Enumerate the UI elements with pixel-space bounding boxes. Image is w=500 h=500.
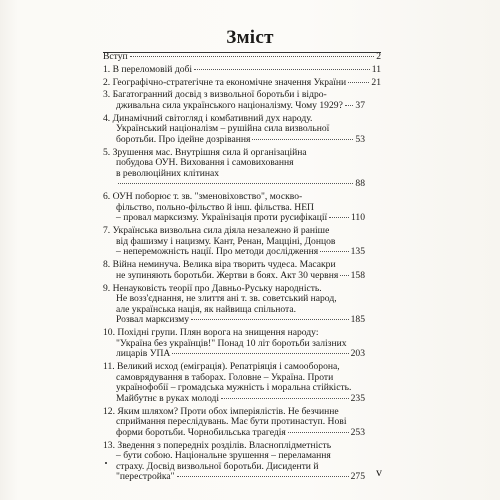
toc-entry[interactable]: [103, 114, 381, 146]
toc-entry-text: 13. Зведення з попередніх розділів. Власноплідметність: [103, 439, 332, 451]
toc-entry-text: побудова ОУН. Виховання і самовиховання: [116, 157, 294, 169]
toc-entry-text: Український націоналізм – рушійна сила визвольної: [116, 123, 330, 135]
toc-entry[interactable]: [103, 148, 381, 190]
toc-entry-text: від фашизму і нацизму. Кант, Ренан, Мацціні, Донцов: [116, 235, 336, 247]
toc-page-number: 185: [350, 314, 365, 326]
page-folio: v: [376, 465, 382, 479]
toc-entry-text: "Україна без українців!" Понад 10 літ боротьби залізних: [116, 337, 347, 349]
toc-entry-text: дживальна сила українського націоналізму. Чому 1929?: [116, 99, 343, 111]
toc-entry-text: але українська нація, як найвища спільнота.: [116, 303, 297, 315]
page-title: Зміст: [226, 27, 274, 48]
toc-entry-text: 6. ОУН поборює т. зв. "зменовіховство", москво-: [103, 191, 303, 203]
leader-dots: [172, 353, 348, 354]
toc-entry[interactable]: [103, 226, 381, 258]
toc-page-number: 11: [371, 63, 381, 75]
toc-entry[interactable]: [103, 90, 381, 111]
leader-dots: [252, 139, 353, 140]
toc-page-number: 253: [350, 426, 365, 438]
toc-entry-text: – непереможність нації. Про методи дослідження: [116, 246, 319, 258]
toc-entry-text: страху. Досвід визвольної боротьби. Дисиденти й: [116, 460, 319, 472]
toc-entry-text: 4. Динамічний світогляд і комбативний дух народу.: [103, 112, 313, 124]
toc-entry[interactable]: [103, 441, 381, 483]
toc-page-number: 110: [350, 212, 365, 224]
toc-entry-text: 9. Ненауковість теорії про Давньо-Руську народність.: [103, 282, 322, 294]
toc-page-number: 275: [350, 471, 365, 483]
toc-entry[interactable]: [103, 52, 381, 63]
toc-entry-text: 8. Війна неминуча. Велика віра творить чудеса. Масакри: [103, 259, 336, 271]
leader-dots: [288, 432, 349, 433]
toc-entry-text: самоврядування в таборах. Головне – Україна. Проти: [116, 371, 334, 383]
toc-page-number: 53: [355, 133, 365, 145]
toc-page-number: 203: [350, 348, 365, 360]
leader-dots: [177, 476, 349, 477]
toc-page-number: 158: [350, 269, 365, 281]
toc-entry-text: Майбутнє в руках молоді: [116, 392, 220, 404]
toc-entry[interactable]: [103, 65, 381, 76]
toc-entry-text: "перестройка": [116, 471, 175, 483]
toc-entry[interactable]: [103, 407, 381, 439]
toc-entry-text: фільство, польно-фільство й інш. фільства. НЕП: [116, 201, 314, 213]
toc-page-number: 88: [355, 178, 365, 190]
leader-dots: [340, 275, 348, 276]
toc-entry-text: Вступ: [103, 51, 128, 62]
toc-entry-text: сприймання переслідувань. Має бути протинаступ. Нові: [116, 416, 347, 428]
toc-entry-text: – бути собою. Національне зрушення – переламання: [116, 450, 331, 462]
leader-dots: [329, 217, 349, 218]
toc-entry[interactable]: [103, 284, 381, 326]
toc-entry-text: 10. Похідні групи. Плян ворога на знищення народу:: [103, 327, 319, 339]
toc-entry-text: боротьби. Про ідейне дозрівання: [116, 133, 251, 145]
toc-entry-text: українофобії – громадська мужність і моральна стійкість.: [116, 382, 352, 394]
leader-dots: [348, 82, 369, 83]
toc-entry-text: 3. Багатогранний досвід з визвольної боротьби і відро-: [103, 89, 327, 101]
toc-entry-text: 7. Українська визвольна сила діяла незалежно й раніше: [103, 225, 330, 237]
toc-entry-text: лицарів УПА: [116, 348, 171, 360]
leader-dots: [118, 183, 353, 184]
toc-page-number: 135: [350, 246, 365, 258]
toc-entry[interactable]: [103, 362, 381, 404]
leader-dots: [194, 69, 370, 70]
toc-entry[interactable]: [103, 328, 381, 360]
toc-page-number: 21: [371, 76, 381, 88]
toc-entry[interactable]: [103, 192, 381, 224]
toc-entry-text: 5. Зрушення мас. Внутрішня сила й організаційна: [103, 146, 307, 158]
toc-entry-text: 12. Яким шляхом? Проти обох імперіялістів. Не безчинне: [103, 405, 339, 417]
leader-dots: [221, 398, 349, 399]
toc-entry-text: Не возз'єднання, не злиття ані т. зв. советський народ,: [116, 293, 337, 305]
toc-entry-text: 11. Великий исход (еміграція). Репатріяція і самооборона,: [103, 361, 340, 373]
toc-page-number: 235: [350, 392, 365, 404]
leader-dots: [191, 319, 349, 320]
toc-entry[interactable]: [103, 78, 381, 89]
toc-entry-text: 1. В переломовій добі: [103, 63, 193, 75]
leader-dots: [345, 105, 354, 106]
leader-dots: [130, 56, 375, 57]
toc-entry-text: 2. Географічно-стратегічне та економічне значення України: [103, 76, 347, 88]
leader-dots: [320, 251, 348, 252]
toc-entry-text: – провал марксизму. Українізація проти русифікації: [116, 212, 328, 224]
toc-entry-text: форми боротьби. Чорнобильська трагедія: [116, 426, 286, 438]
table-of-contents: [103, 52, 381, 485]
toc-entry-text: Розвал марксизму: [116, 314, 190, 326]
toc-page-number: 2: [376, 51, 381, 62]
toc-entry-text: не зупиняють боротьби. Жертви в боях. Акт 30 червня: [116, 269, 339, 281]
print-speck: [105, 462, 107, 464]
toc-entry[interactable]: [103, 260, 381, 281]
toc-page-number: 37: [355, 99, 365, 111]
toc-entry-text: в революційних клітинах: [116, 167, 220, 179]
